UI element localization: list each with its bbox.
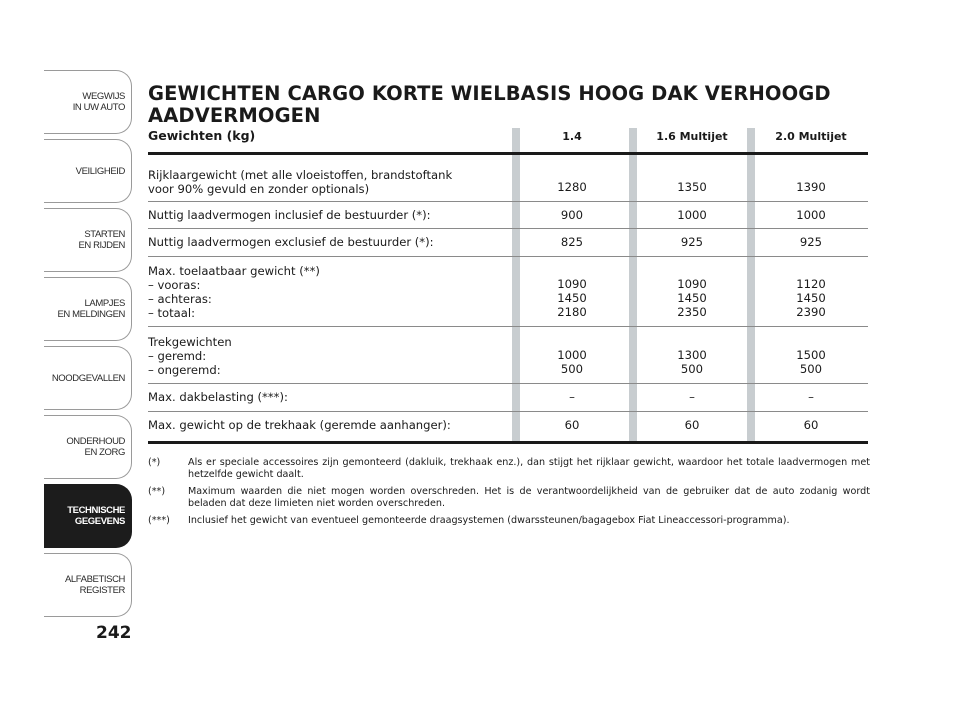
column-header-2-0-multijet: 2.0 Multijet	[775, 130, 847, 143]
row-separator	[148, 256, 868, 257]
cell-value: 1300 500	[677, 348, 707, 376]
row-separator	[148, 228, 868, 229]
tab-alfabetisch-register[interactable]: ALFABETISCH REGISTER	[44, 553, 132, 617]
cell-value: 1000	[796, 208, 826, 222]
footnote-mark: (*)	[148, 457, 161, 468]
footnote	[148, 457, 870, 481]
tab-veiligheid[interactable]: VEILIGHEID	[44, 139, 132, 203]
column-header-1-6-multijet: 1.6 Multijet	[656, 130, 728, 143]
footnote-text: Maximum waarden die niet mogen worden overschreden. Het is de verantwoordelijkheid van de gebruiker dat de auto zodanig wordt beladen dat deze limieten niet worden overschreden.	[188, 486, 870, 509]
tab-lampjes[interactable]: LAMPJES EN MELDINGEN	[44, 277, 132, 341]
row-separator	[148, 326, 868, 327]
cell-value: 60	[684, 418, 700, 432]
cell-value: 825	[560, 235, 584, 249]
tab-starten[interactable]: STARTEN EN RIJDEN	[44, 208, 132, 272]
page-number: 242	[96, 623, 132, 643]
footnotes	[148, 457, 870, 532]
column-divider	[512, 128, 520, 444]
tab-wegwijs[interactable]: WEGWIJS IN UW AUTO	[44, 70, 132, 134]
footnote	[148, 515, 870, 527]
table-bottom-rule	[148, 441, 868, 444]
cell-value: –	[569, 390, 575, 404]
row-label: Rijklaargewicht (met alle vloeistoffen, brandstoftank voor 90% gevuld en zonder optionals)	[148, 168, 453, 196]
cell-value: 925	[799, 235, 823, 249]
cell-value: 60	[803, 418, 819, 432]
cell-value: 60	[564, 418, 580, 432]
header-rule	[148, 152, 868, 155]
row-label: Max. dakbelasting (***):	[148, 390, 288, 404]
footnote-text: Als er speciale accessoires zijn gemonteerd (dakluik, trekhaak enz.), dan stijgt het rijklaar gewicht, waardoor het totale laadvermogen met hetzelfde gewicht daalt.	[188, 457, 870, 480]
cell-value: –	[689, 390, 695, 404]
footnote-mark: (***)	[148, 515, 170, 526]
row-label: Nuttig laadvermogen exclusief de bestuurder (*):	[148, 235, 434, 249]
column-divider	[629, 128, 637, 444]
footnote	[148, 486, 870, 510]
column-header-1-4: 1.4	[562, 130, 582, 143]
footnote-text: Inclusief het gewicht van eventueel gemonteerde draagsystemen (dwarssteunen/bagagebox Fiat Lineaccessori-programma).	[188, 515, 790, 526]
row-label: Trekgewichten – geremd: – ongeremd:	[148, 335, 232, 377]
cell-value: 1000 500	[557, 348, 587, 376]
row-separator	[148, 201, 868, 202]
cell-value: 1390	[796, 180, 826, 194]
page-title: GEWICHTEN CARGO KORTE WIELBASIS HOOG DAK VERHOOGD AADVERMOGEN	[148, 82, 831, 128]
tab-onderhoud[interactable]: ONDERHOUD EN ZORG	[44, 415, 132, 479]
table-header	[148, 128, 868, 148]
row-label: Max. toelaatbaar gewicht (**) – vooras: – achteras: – totaal:	[148, 264, 320, 320]
row-label: Nuttig laadvermogen inclusief de bestuurder (*):	[148, 208, 431, 222]
tab-technische-gegevens[interactable]: TECHNISCHE GEGEVENS	[44, 484, 132, 548]
row-label: Max. gewicht op de trekhaak (geremde aanhanger):	[148, 418, 451, 432]
cell-value: 1280	[557, 180, 587, 194]
cell-value: 1090 1450 2180	[557, 277, 587, 319]
column-divider	[747, 128, 755, 444]
cell-value: 900	[560, 208, 584, 222]
row-separator	[148, 411, 868, 412]
row-separator	[148, 383, 868, 384]
cell-value: 1350	[677, 180, 707, 194]
cell-value: 1500 500	[796, 348, 826, 376]
cell-value: 1120 1450 2390	[796, 277, 826, 319]
cell-value: 1000	[677, 208, 707, 222]
header-label: Gewichten (kg)	[148, 128, 256, 143]
cell-value: –	[808, 390, 814, 404]
cell-value: 1090 1450 2350	[677, 277, 707, 319]
tab-noodgevallen[interactable]: NOODGEVALLEN	[44, 346, 132, 410]
footnote-mark: (**)	[148, 486, 166, 497]
cell-value: 925	[680, 235, 704, 249]
